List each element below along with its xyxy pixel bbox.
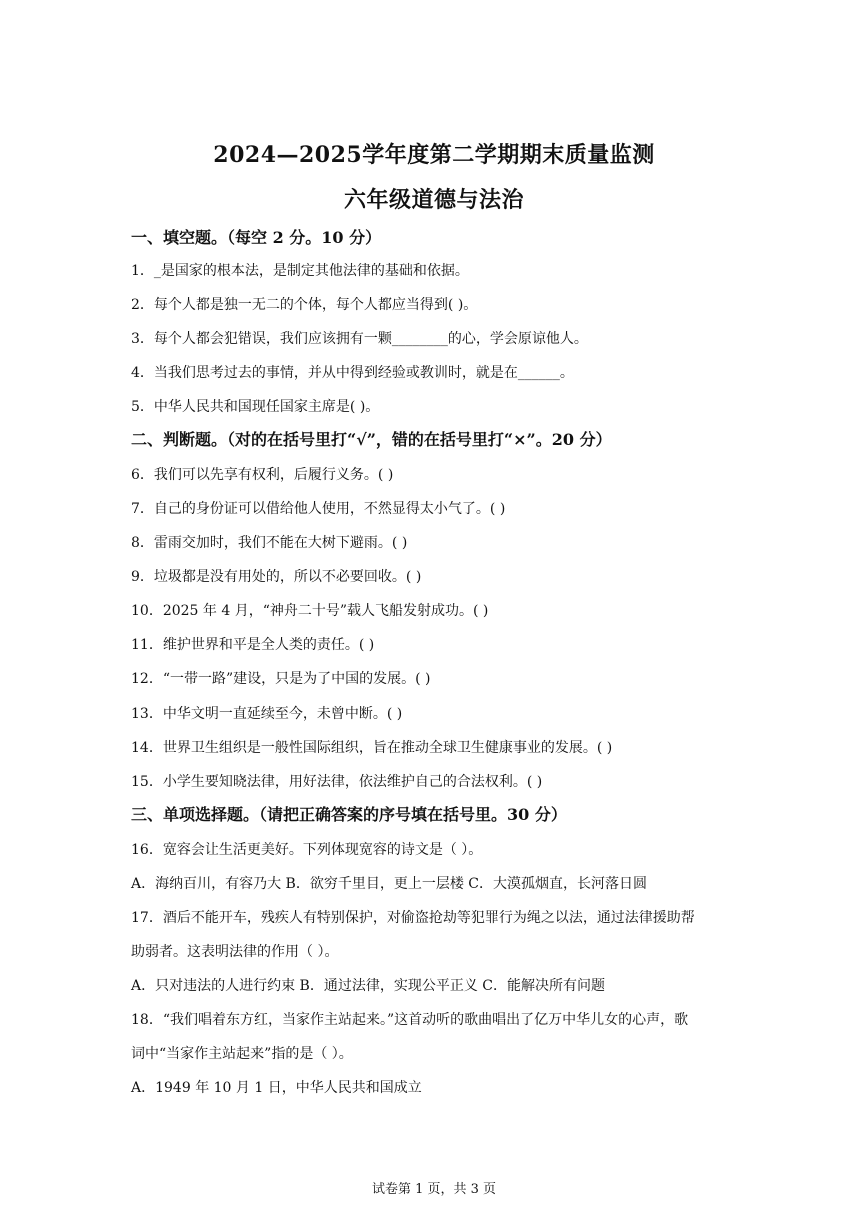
question-17-line-1: 17．酒后不能开车，残疾人有特别保护，对偷盗抢劫等犯罪行为绳之以法，通过法律援助帮: [131, 910, 695, 926]
question-18-option-a: A．1949 年 10 月 1 日，中华人民共和国成立: [131, 1080, 422, 1096]
page-footer: 试卷第 1 页，共 3 页: [371, 1182, 497, 1197]
question-13: 13．中华文明一直延续至今，未曾中断。( ): [131, 706, 403, 722]
question-12: 12．“一带一路”建设，只是为了中国的发展。( ): [131, 671, 431, 687]
question-14: 14．世界卫生组织是一般性国际组织，旨在推动全球卫生健康事业的发展。( ): [131, 740, 613, 756]
question-16-options: A．海纳百川，有容乃大 B．欲穷千里目，更上一层楼 C．大漠孤烟直，长河落日圆: [131, 876, 648, 892]
section-heading-fill-blank: 一、填空题。（每空 2 分。10 分）: [131, 228, 382, 247]
question-9: 9．垃圾都是没有用处的，所以不必要回收。( ): [131, 569, 422, 585]
question-18-line-2: 词中“当家作主站起来”指的是（ ）。: [131, 1046, 353, 1062]
question-5: 5．中华人民共和国现任国家主席是( )。: [131, 399, 380, 415]
question-2: 2．每个人都是独一无二的个体，每个人都应当得到( )。: [131, 297, 478, 313]
section-heading-multiple-choice: 三、单项选择题。（请把正确答案的序号填在括号里。30 分）: [131, 805, 567, 824]
question-11: 11．维护世界和平是全人类的责任。( ): [131, 637, 375, 653]
question-17-line-2: 助弱者。这表明法律的作用（ ）。: [131, 944, 339, 960]
question-6: 6．我们可以先享有权利，后履行义务。( ): [131, 467, 394, 483]
exam-title: 2024—2025学年度第二学期期末质量监测: [213, 142, 655, 168]
question-10: 10．2025 年 4 月，“神舟二十号”载人飞船发射成功。( ): [131, 603, 489, 619]
section-heading-true-false: 二、判断题。（对的在括号里打“√”，错的在括号里打“×”。20 分）: [131, 430, 612, 449]
question-15: 15．小学生要知晓法律，用好法律，依法维护自己的合法权利。( ): [131, 774, 543, 790]
question-1: 1．_是国家的根本法，是制定其他法律的基础和依据。: [131, 263, 469, 279]
question-3: 3．每个人都会犯错误，我们应该拥有一颗________的心，学会原谅他人。: [131, 331, 588, 347]
question-18-line-1: 18．“我们唱着东方红，当家作主站起来。”这首动听的歌曲唱出了亿万中华儿女的心声，歌: [131, 1012, 689, 1028]
question-17-options: A．只对违法的人进行约束 B．通过法律，实现公平正义 C．能解决所有问题: [131, 978, 606, 994]
question-7: 7．自己的身份证可以借给他人使用，不然显得太小气了。( ): [131, 501, 506, 517]
question-16: 16．宽容会让生活更美好。下列体现宽容的诗文是（ ）。: [131, 842, 483, 858]
exam-subtitle: 六年级道德与法治: [343, 187, 524, 213]
question-4: 4．当我们思考过去的事情，并从中得到经验或教训时，就是在______。: [131, 365, 574, 381]
question-8: 8．雷雨交加时，我们不能在大树下避雨。( ): [131, 535, 408, 551]
